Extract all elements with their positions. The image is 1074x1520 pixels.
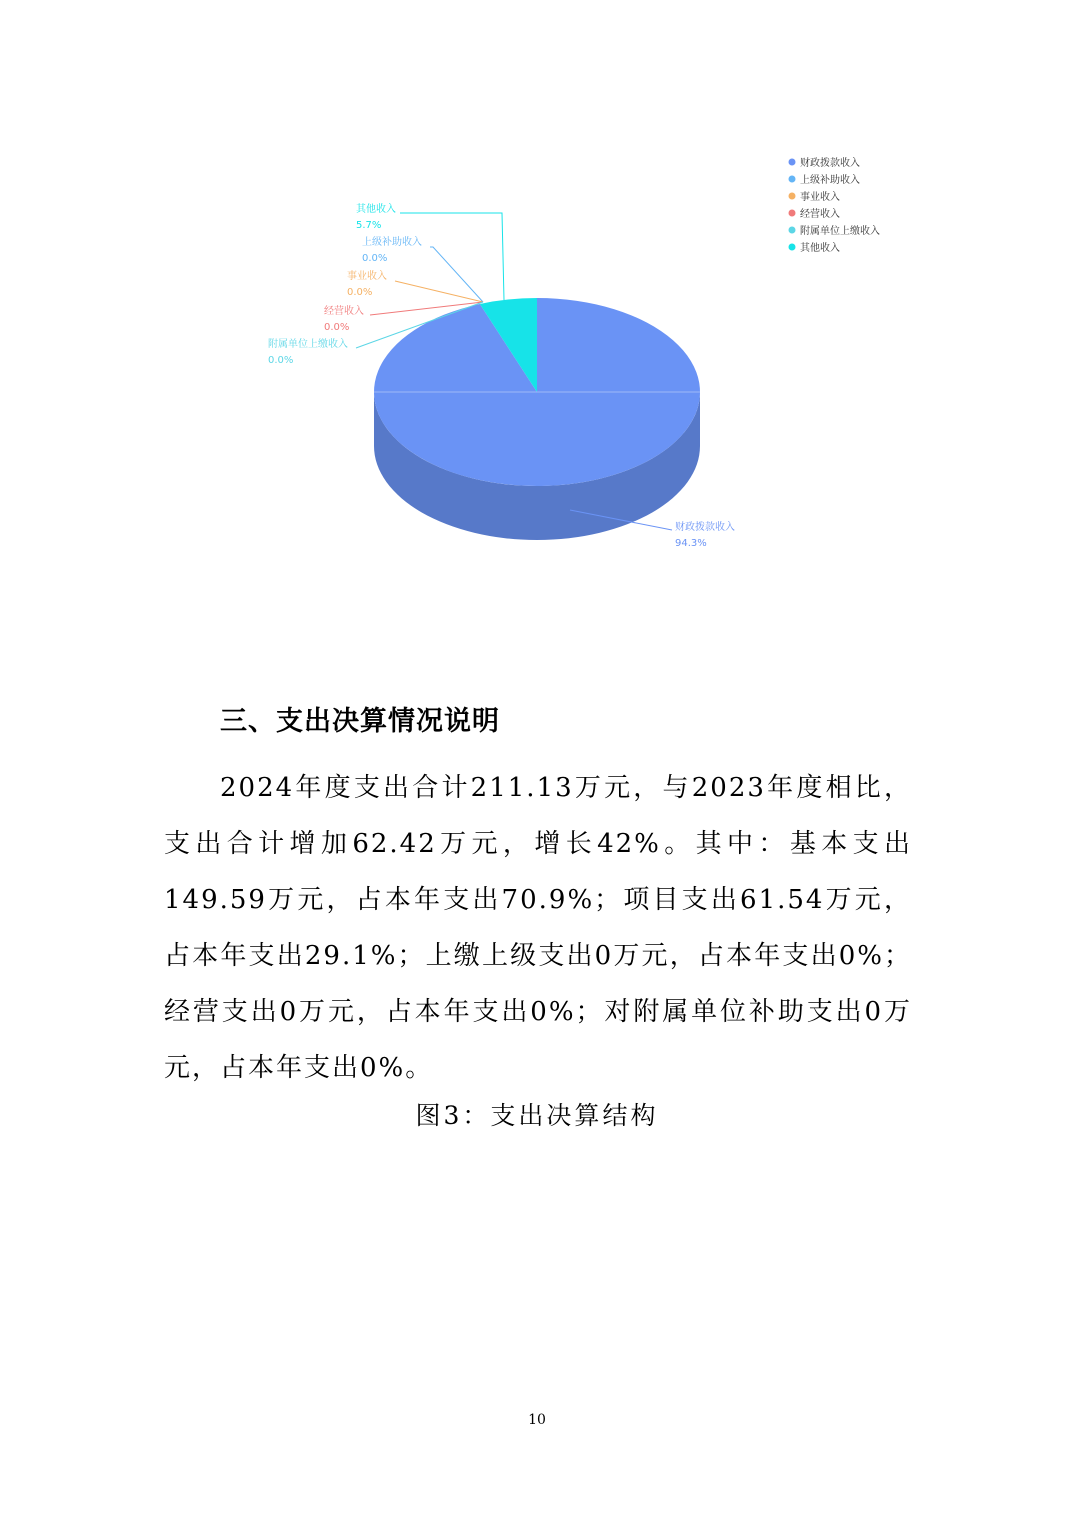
pie-chart-svg	[0, 0, 1074, 600]
legend-label-1: 上级补助收入	[800, 175, 860, 186]
legend-label-4: 附属单位上缴收入	[800, 226, 880, 237]
callout-label-1: 上级补助收入	[362, 237, 422, 248]
callout-value-2: 0.0%	[347, 287, 373, 298]
callout-label-4: 附属单位上缴收入	[268, 339, 348, 350]
legend-label-2: 事业收入	[800, 192, 840, 203]
legend-marker-2	[789, 193, 796, 200]
legend-marker-5	[789, 244, 796, 251]
legend-label-5: 其他收入	[800, 243, 840, 254]
callout-line-2	[395, 281, 483, 302]
legend-label-0: 财政拨款收入	[800, 158, 860, 169]
legend-marker-4	[789, 227, 796, 234]
callout-value-1: 0.0%	[362, 253, 388, 264]
legend-marker-1	[789, 176, 796, 183]
section-heading: 三、支出决算情况说明	[220, 706, 500, 737]
callout-label-2: 事业收入	[347, 271, 387, 282]
expenditure-paragraph: 2024年度支出合计211.13万元，与2023年度相比，支出合计增加62.42万元，增长42%。其中：基本支出149.59万元，占本年支出70.9%；项目支出61.54万元，占本年支出29.1%；上缴上级支出0万元，占本年支出0%；经营支出0万元，占本年支出0%；对附属单位补助支出0万元，占本年支出0%。	[164, 773, 912, 1083]
income-pie-chart	[0, 0, 1074, 600]
callout-line-0	[400, 213, 504, 300]
callout-line-1	[430, 247, 483, 302]
legend-marker-0	[789, 159, 796, 166]
callout-value-4: 0.0%	[268, 355, 294, 366]
page-number: 10	[528, 1412, 546, 1428]
figure-caption: 图3：支出决算结构	[415, 1101, 659, 1130]
legend-marker-3	[789, 210, 796, 217]
callout-label-3: 经营收入	[324, 306, 364, 317]
callout-value-3: 0.0%	[324, 322, 350, 333]
callout-value-0: 5.7%	[356, 220, 382, 231]
callout-label-0: 其他收入	[356, 204, 396, 215]
legend-label-3: 经营收入	[800, 209, 840, 220]
callout-value-5: 94.3%	[675, 538, 707, 549]
callout-label-5: 财政拨款收入	[675, 522, 735, 533]
